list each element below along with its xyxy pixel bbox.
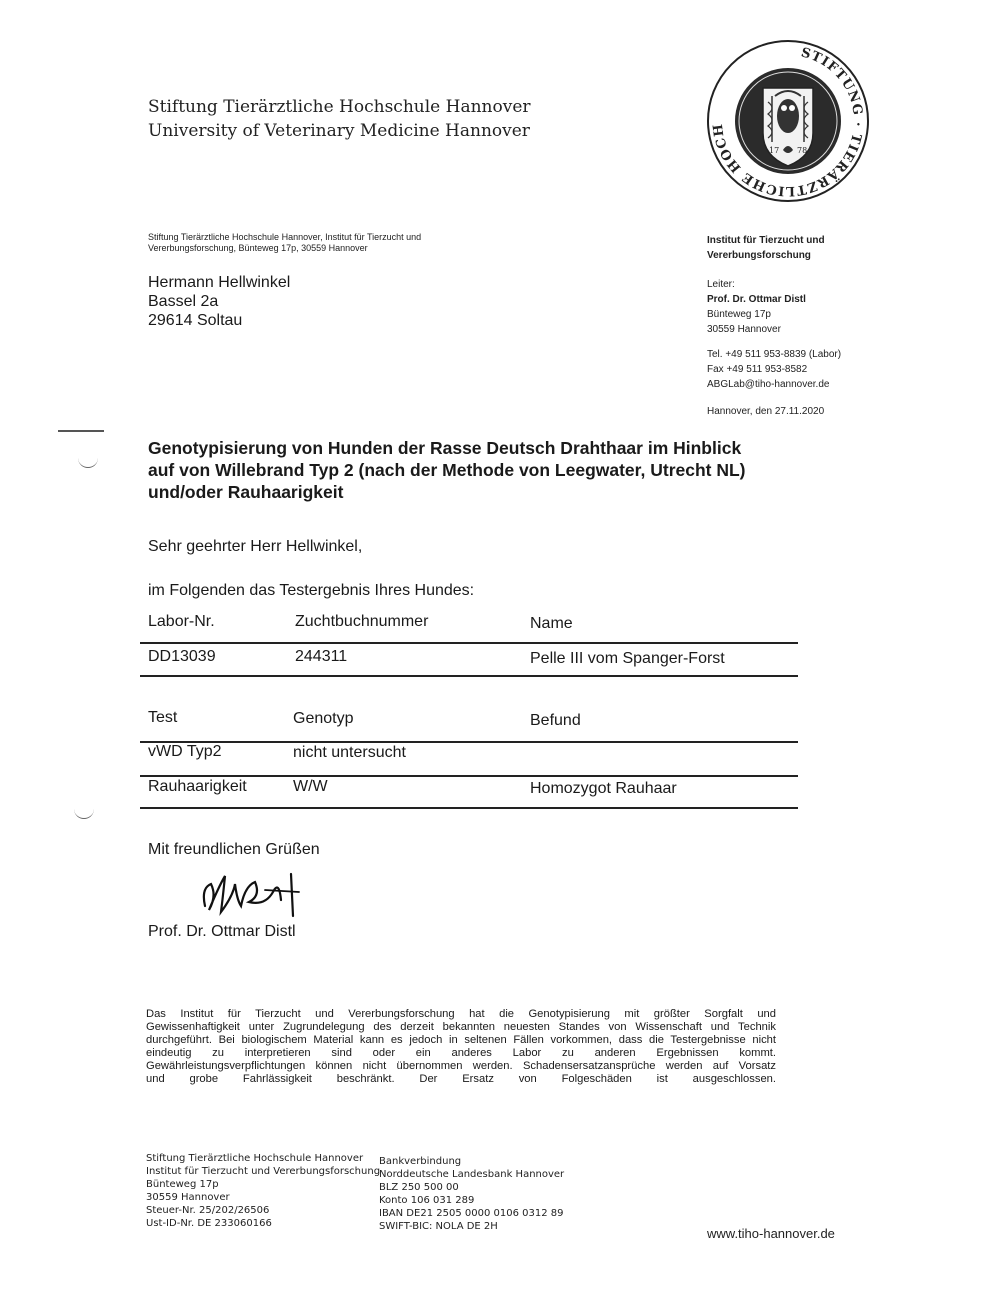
table-rule bbox=[140, 675, 798, 677]
signature-name: Prof. Dr. Ottmar Distl bbox=[148, 923, 296, 940]
footer-bank-line: IBAN DE21 2505 0000 0106 0312 89 bbox=[379, 1208, 564, 1219]
seal-year-left: 17 bbox=[769, 146, 780, 155]
test-header-test: Test bbox=[148, 709, 178, 726]
institute-leader: Prof. Dr. Ottmar Distl bbox=[707, 294, 806, 305]
letter-date: Hannover, den 27.11.2020 bbox=[707, 406, 825, 417]
table-rule bbox=[140, 741, 798, 743]
university-name-de: Stiftung Tierärztliche Hochschule Hannover bbox=[148, 97, 531, 117]
seal-ring-text: STIFTUNG · TIERÄRZTLICHE HOCH bbox=[710, 45, 866, 199]
institute-street: Bünteweg 17p bbox=[707, 309, 771, 320]
footer-left-line: Steuer-Nr. 25/202/26506 bbox=[146, 1205, 270, 1216]
test-row-vwd-genotyp: nicht untersucht bbox=[293, 744, 406, 761]
test-row-rauhaar-test: Rauhaarigkeit bbox=[148, 778, 247, 795]
disclaimer-line-3: durchgeführt. Bei biologischem Material kann es jedoch in seltenen Fällen vorkommen, dass die Testergebnisse nicht bbox=[146, 1034, 776, 1046]
sender-line-1: Stiftung Tierärztliche Hochschule Hannover, Institut für Tierzucht und bbox=[148, 232, 422, 242]
dog-labor-nr: DD13039 bbox=[148, 648, 216, 665]
institute-city: 30559 Hannover bbox=[707, 324, 781, 335]
fold-mark-top bbox=[58, 430, 104, 432]
footer-bank-line: SWIFT-BIC: NOLA DE 2H bbox=[379, 1221, 498, 1232]
university-seal-logo bbox=[705, 38, 871, 204]
disclaimer-line-1: Das Institut für Tierzucht und Vererbungsforschung hat die Genotypisierung mit größter Sorgfalt und bbox=[146, 1008, 776, 1020]
subject-line-2: auf von Willebrand Typ 2 (nach der Methode von Leegwater, Utrecht NL) bbox=[148, 460, 746, 480]
punch-mark-2 bbox=[74, 806, 94, 819]
test-header-befund: Befund bbox=[530, 712, 581, 729]
institute-tel: Tel. +49 511 953-8839 (Labor) bbox=[707, 349, 842, 360]
test-row-vwd-test: vWD Typ2 bbox=[148, 743, 222, 760]
university-name-en: University of Veterinary Medicine Hannover bbox=[148, 121, 530, 141]
closing: Mit freundlichen Grüßen bbox=[148, 841, 320, 858]
handwritten-signature bbox=[195, 866, 315, 926]
test-row-rauhaar-genotyp: W/W bbox=[293, 778, 328, 795]
dog-header-name: Name bbox=[530, 615, 573, 632]
footer-bank-line: Norddeutsche Landesbank Hannover bbox=[379, 1169, 565, 1180]
table-rule bbox=[140, 642, 798, 644]
institute-email: ABGLab@tiho-hannover.de bbox=[707, 379, 830, 390]
disclaimer-line-5: Gewährleistungsverpflichtungen können nicht übernommen werden. Schadensersatzansprüche werden auf Vorsatz bbox=[146, 1060, 776, 1072]
institute-name-2: Vererbungsforschung bbox=[707, 250, 811, 261]
institute-block bbox=[707, 233, 887, 419]
test-header-genotyp: Genotyp bbox=[293, 710, 354, 727]
disclaimer-line-6: und grobe Fahrlässigkeit beschränkt. Der Ersatz von Folgeschäden ist ausgeschlossen. bbox=[146, 1073, 776, 1085]
disclaimer-line-4: eindeutig zu interpretieren sind oder ein anderes Labor zu anderen Ergebnissen kommt. bbox=[146, 1047, 776, 1059]
intro-text: im Folgenden das Testergebnis Ihres Hundes: bbox=[148, 582, 475, 599]
footer-bank bbox=[379, 1155, 564, 1233]
footer-bank-line: BLZ 250 500 00 bbox=[379, 1182, 459, 1193]
sender-line-2: Vererbungsforschung, Bünteweg 17p, 30559 Hannover bbox=[148, 243, 368, 253]
dog-header-zuchtbuchnummer: Zuchtbuchnummer bbox=[295, 613, 429, 630]
punch-mark-1 bbox=[78, 455, 98, 468]
table-rule bbox=[140, 775, 798, 777]
table-rule bbox=[140, 807, 798, 809]
footer-left-line: Stiftung Tierärztliche Hochschule Hannover bbox=[146, 1153, 364, 1164]
institute-fax: Fax +49 511 953-8582 bbox=[707, 364, 808, 375]
subject-line-1: Genotypisierung von Hunden der Rasse Deutsch Drahthaar im Hinblick bbox=[148, 438, 742, 458]
institute-leader-label: Leiter: bbox=[707, 279, 735, 290]
footer-address bbox=[146, 1152, 380, 1230]
recipient-address bbox=[148, 273, 290, 330]
test-row-rauhaar-befund: Homozygot Rauhaar bbox=[530, 780, 677, 797]
salutation: Sehr geehrter Herr Hellwinkel, bbox=[148, 538, 363, 555]
footer-bank-line: Bankverbindung bbox=[379, 1156, 462, 1167]
disclaimer-line-2: Gewissenhaftigkeit unter Zugrundelegung des derzeit bekannten neuesten Standes von Wissenschaft und Technik bbox=[146, 1021, 776, 1033]
footer-left-line: Institut für Tierzucht und Vererbungsforschung bbox=[146, 1166, 381, 1177]
sender-line bbox=[148, 232, 421, 254]
dog-header-labor-nr: Labor-Nr. bbox=[148, 613, 215, 630]
footer-bank-line: Konto 106 031 289 bbox=[379, 1195, 475, 1206]
recipient-city: 29614 Soltau bbox=[148, 312, 243, 329]
footer-left-line: 30559 Hannover bbox=[146, 1192, 230, 1203]
footer-left-line: Bünteweg 17p bbox=[146, 1179, 219, 1190]
seal-year-right: 78 bbox=[797, 146, 808, 155]
disclaimer bbox=[146, 1008, 776, 1086]
dog-zuchtbuchnummer: 244311 bbox=[295, 648, 348, 665]
recipient-street: Bassel 2a bbox=[148, 293, 219, 310]
website-link[interactable]: www.tiho-hannover.de bbox=[707, 1226, 835, 1241]
subject-heading bbox=[148, 437, 828, 503]
institute-name-1: Institut für Tierzucht und bbox=[707, 235, 825, 246]
subject-line-3: und/oder Rauhaarigkeit bbox=[148, 482, 344, 502]
dog-name: Pelle III vom Spanger-Forst bbox=[530, 650, 725, 667]
recipient-name: Hermann Hellwinkel bbox=[148, 274, 291, 291]
footer-left-line: Ust-ID-Nr. DE 233060166 bbox=[146, 1218, 272, 1229]
